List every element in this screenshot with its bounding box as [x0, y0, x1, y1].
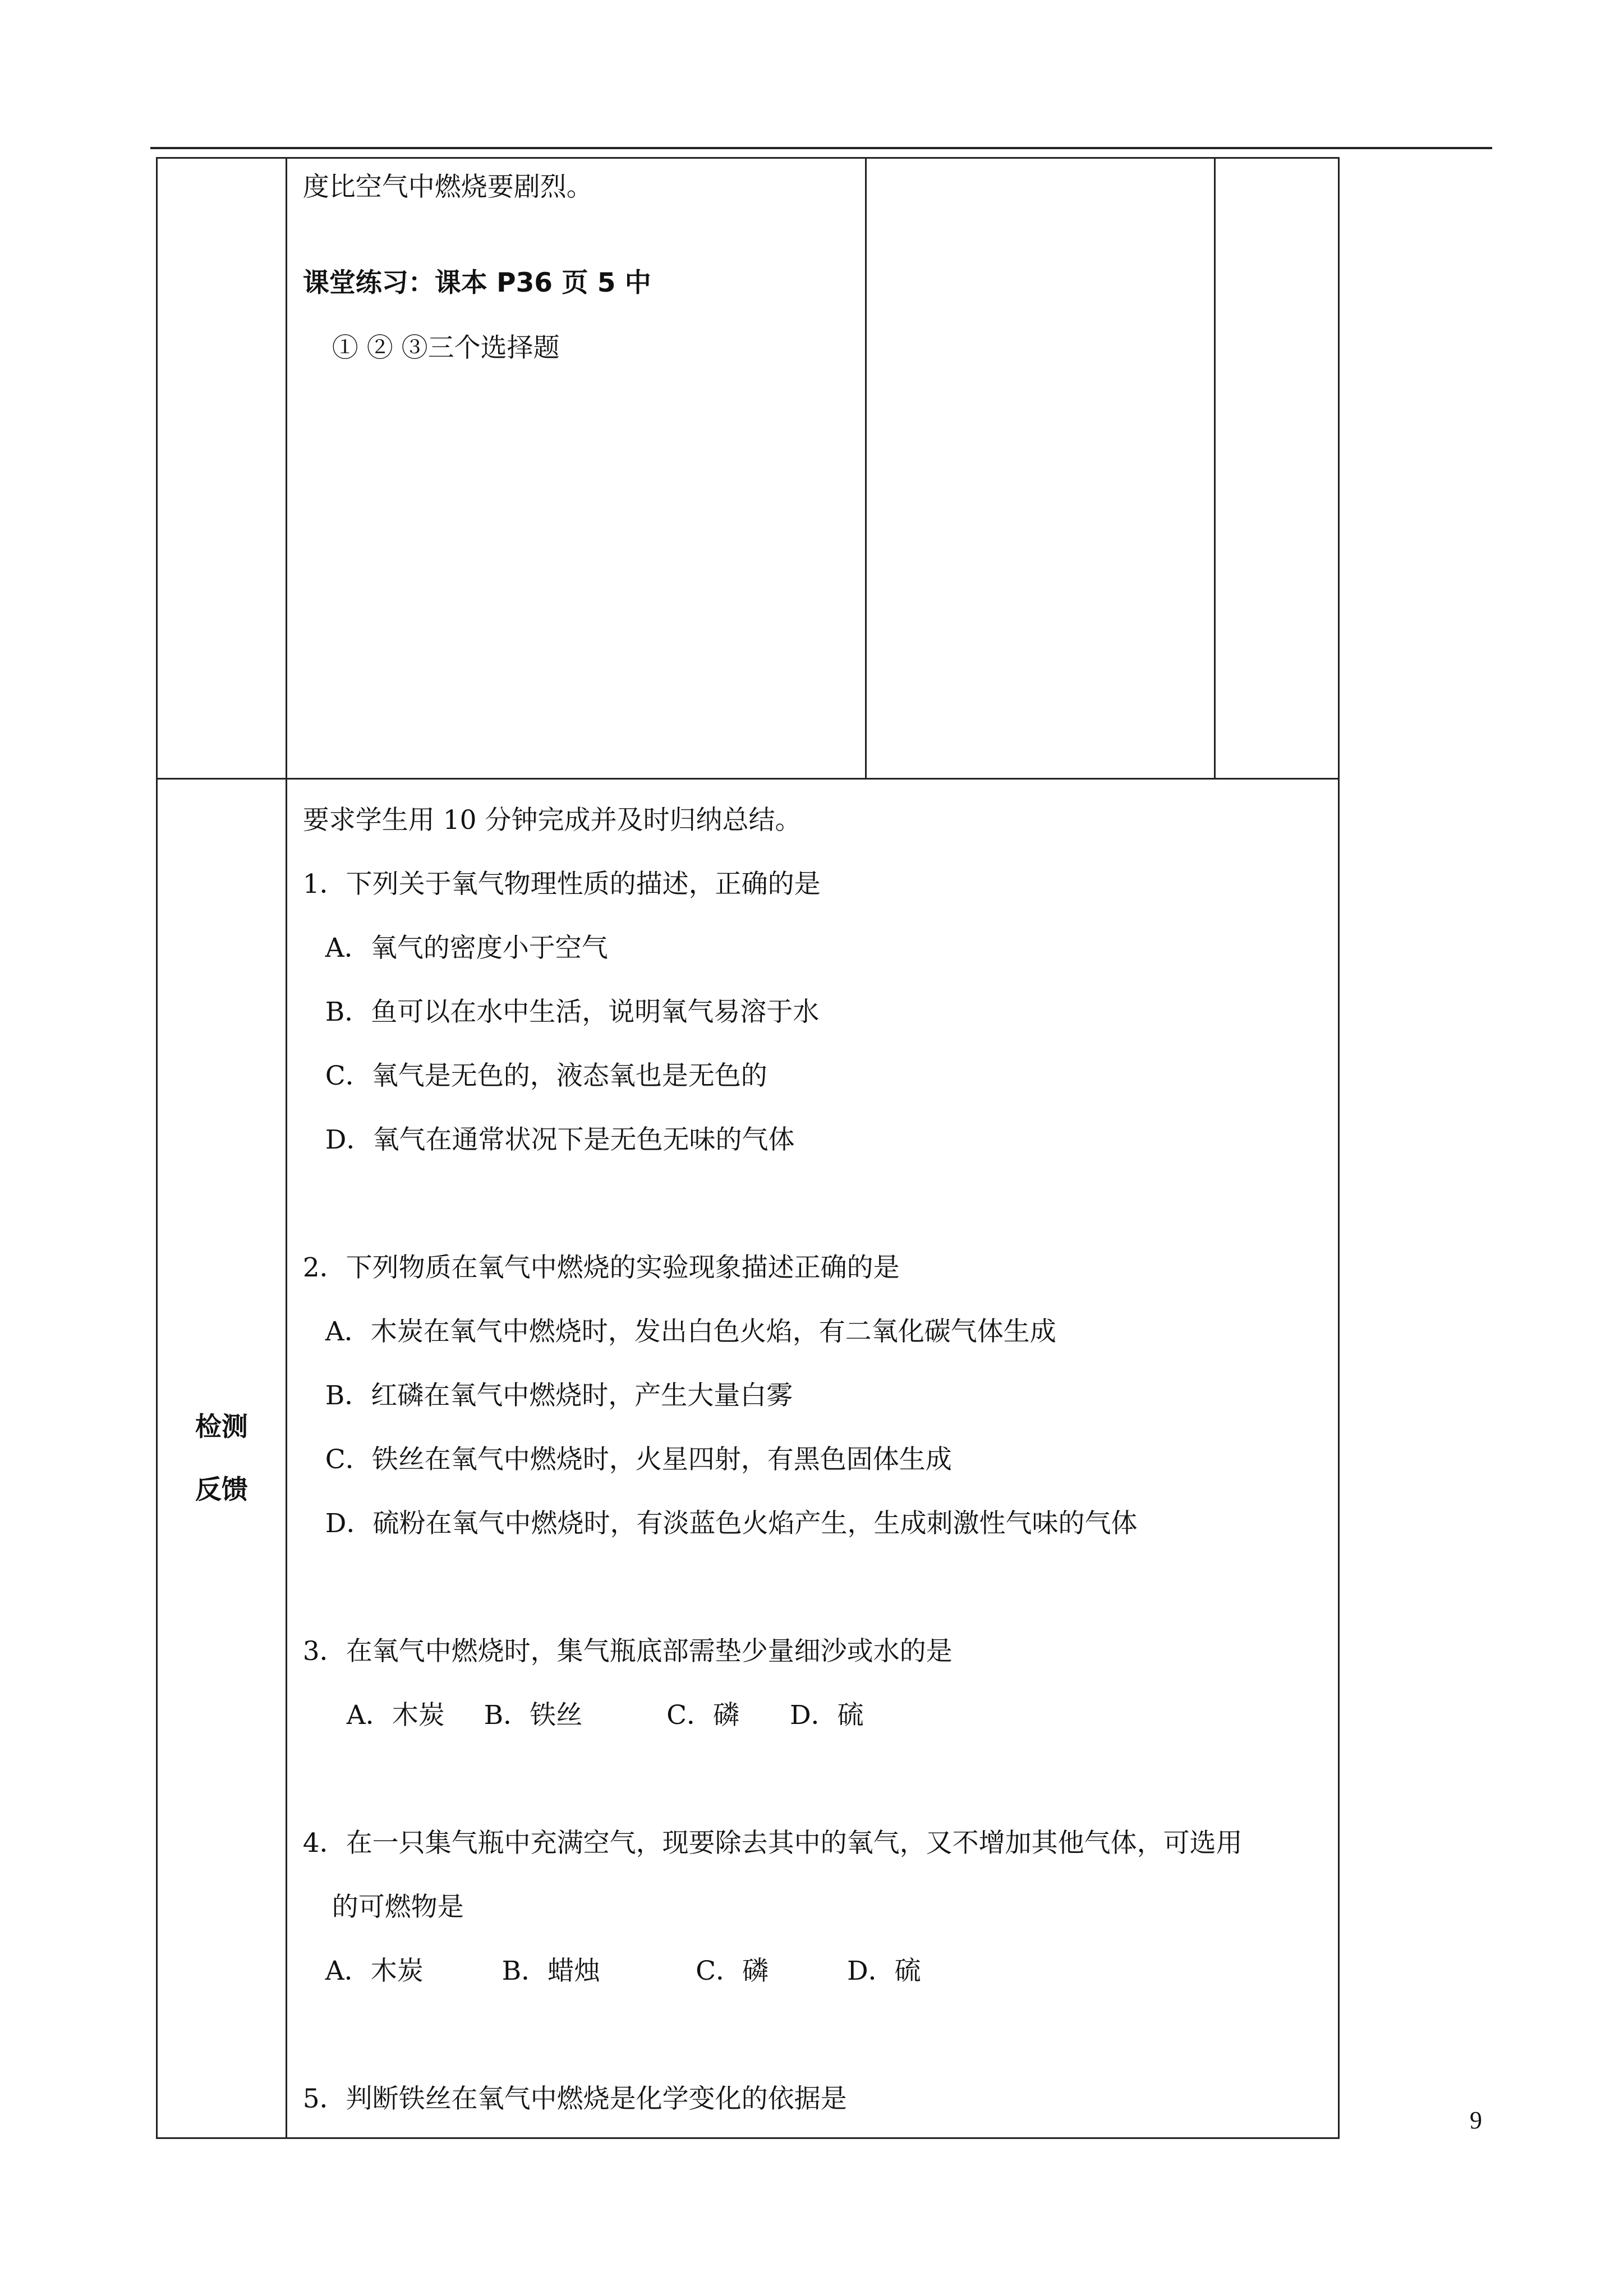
- q1-option-c: C．氧气是无色的，液态氧也是无色的: [325, 1061, 767, 1091]
- q4-options: [303, 1955, 1338, 1988]
- q3-option-a: A．木炭: [346, 1700, 445, 1731]
- label-line-2: 反馈: [195, 1474, 248, 1505]
- q2-option-c: C．铁丝在氧气中燃烧时，火星四射，有黑色固体生成: [325, 1444, 952, 1475]
- label-cell-feedback: [157, 779, 287, 2138]
- content-cell-practice: [286, 158, 866, 779]
- content-cell-feedback: [286, 779, 1338, 2138]
- continued-text: 度比空气中燃烧要剧烈。: [302, 172, 593, 202]
- q1-option-a: A．氧气的密度小于空气: [325, 933, 608, 963]
- practice-items: ① ② ③三个选择题: [332, 333, 560, 363]
- label-line-1: 检测: [195, 1411, 248, 1442]
- lesson-table: [156, 157, 1340, 2139]
- q4-option-b: B．蜡烛: [502, 1956, 601, 1986]
- header-rule: [150, 147, 1492, 149]
- q3-option-c: C．磷: [666, 1700, 740, 1731]
- q4-stem-line-1: 4．在一只集气瓶中充满空气，现要除去其中的氧气，又不增加其他气体，可选用: [302, 1828, 1243, 1859]
- q4-option-d: D．硫: [846, 1956, 921, 1986]
- feedback-intro: 要求学生用 10 分钟完成并及时归纳总结。: [302, 805, 802, 836]
- q3-option-d: D．硫: [789, 1700, 864, 1731]
- page-number: 9: [1470, 2106, 1482, 2134]
- q1-option-d: D．氧气在通常状况下是无色无味的气体: [325, 1124, 795, 1155]
- label-cell-empty: [157, 158, 287, 779]
- q5-stem: 5．判断铁丝在氧气中燃烧是化学变化的依据是: [302, 2083, 847, 2114]
- q2-option-b: B．红磷在氧气中燃烧时，产生大量白雾: [325, 1380, 793, 1411]
- table-row-practice: [157, 158, 1339, 779]
- q3-options: [303, 1699, 1338, 1732]
- q4-option-c: C．磷: [696, 1956, 769, 1986]
- practice-title: 课堂练习：课本 P36 页 5 中: [302, 268, 651, 298]
- q1-option-b: B．鱼可以在水中生活，说明氧气易溶于水: [325, 997, 820, 1027]
- q2-option-a: A．木炭在氧气中燃烧时，发出白色火焰，有二氧化碳气体生成: [325, 1316, 1056, 1347]
- q1-stem: 1．下列关于氧气物理性质的描述，正确的是: [302, 869, 821, 900]
- q2-option-d: D．硫粉在氧气中燃烧时，有淡蓝色火焰产生，生成刺激性气味的气体: [325, 1508, 1138, 1539]
- q3-option-b: B．铁丝: [484, 1700, 583, 1731]
- q4-option-a: A．木炭: [325, 1956, 424, 1986]
- q4-stem-line-2: 的可燃物是: [332, 1892, 464, 1922]
- cell-empty-c: [866, 158, 1215, 779]
- q3-stem: 3．在氧气中燃烧时，集气瓶底部需垫少量细沙或水的是: [302, 1636, 953, 1667]
- cell-empty-d: [1215, 158, 1339, 779]
- table-row-feedback: [157, 779, 1339, 2138]
- q2-stem: 2．下列物质在氧气中燃烧的实验现象描述正确的是: [302, 1252, 900, 1283]
